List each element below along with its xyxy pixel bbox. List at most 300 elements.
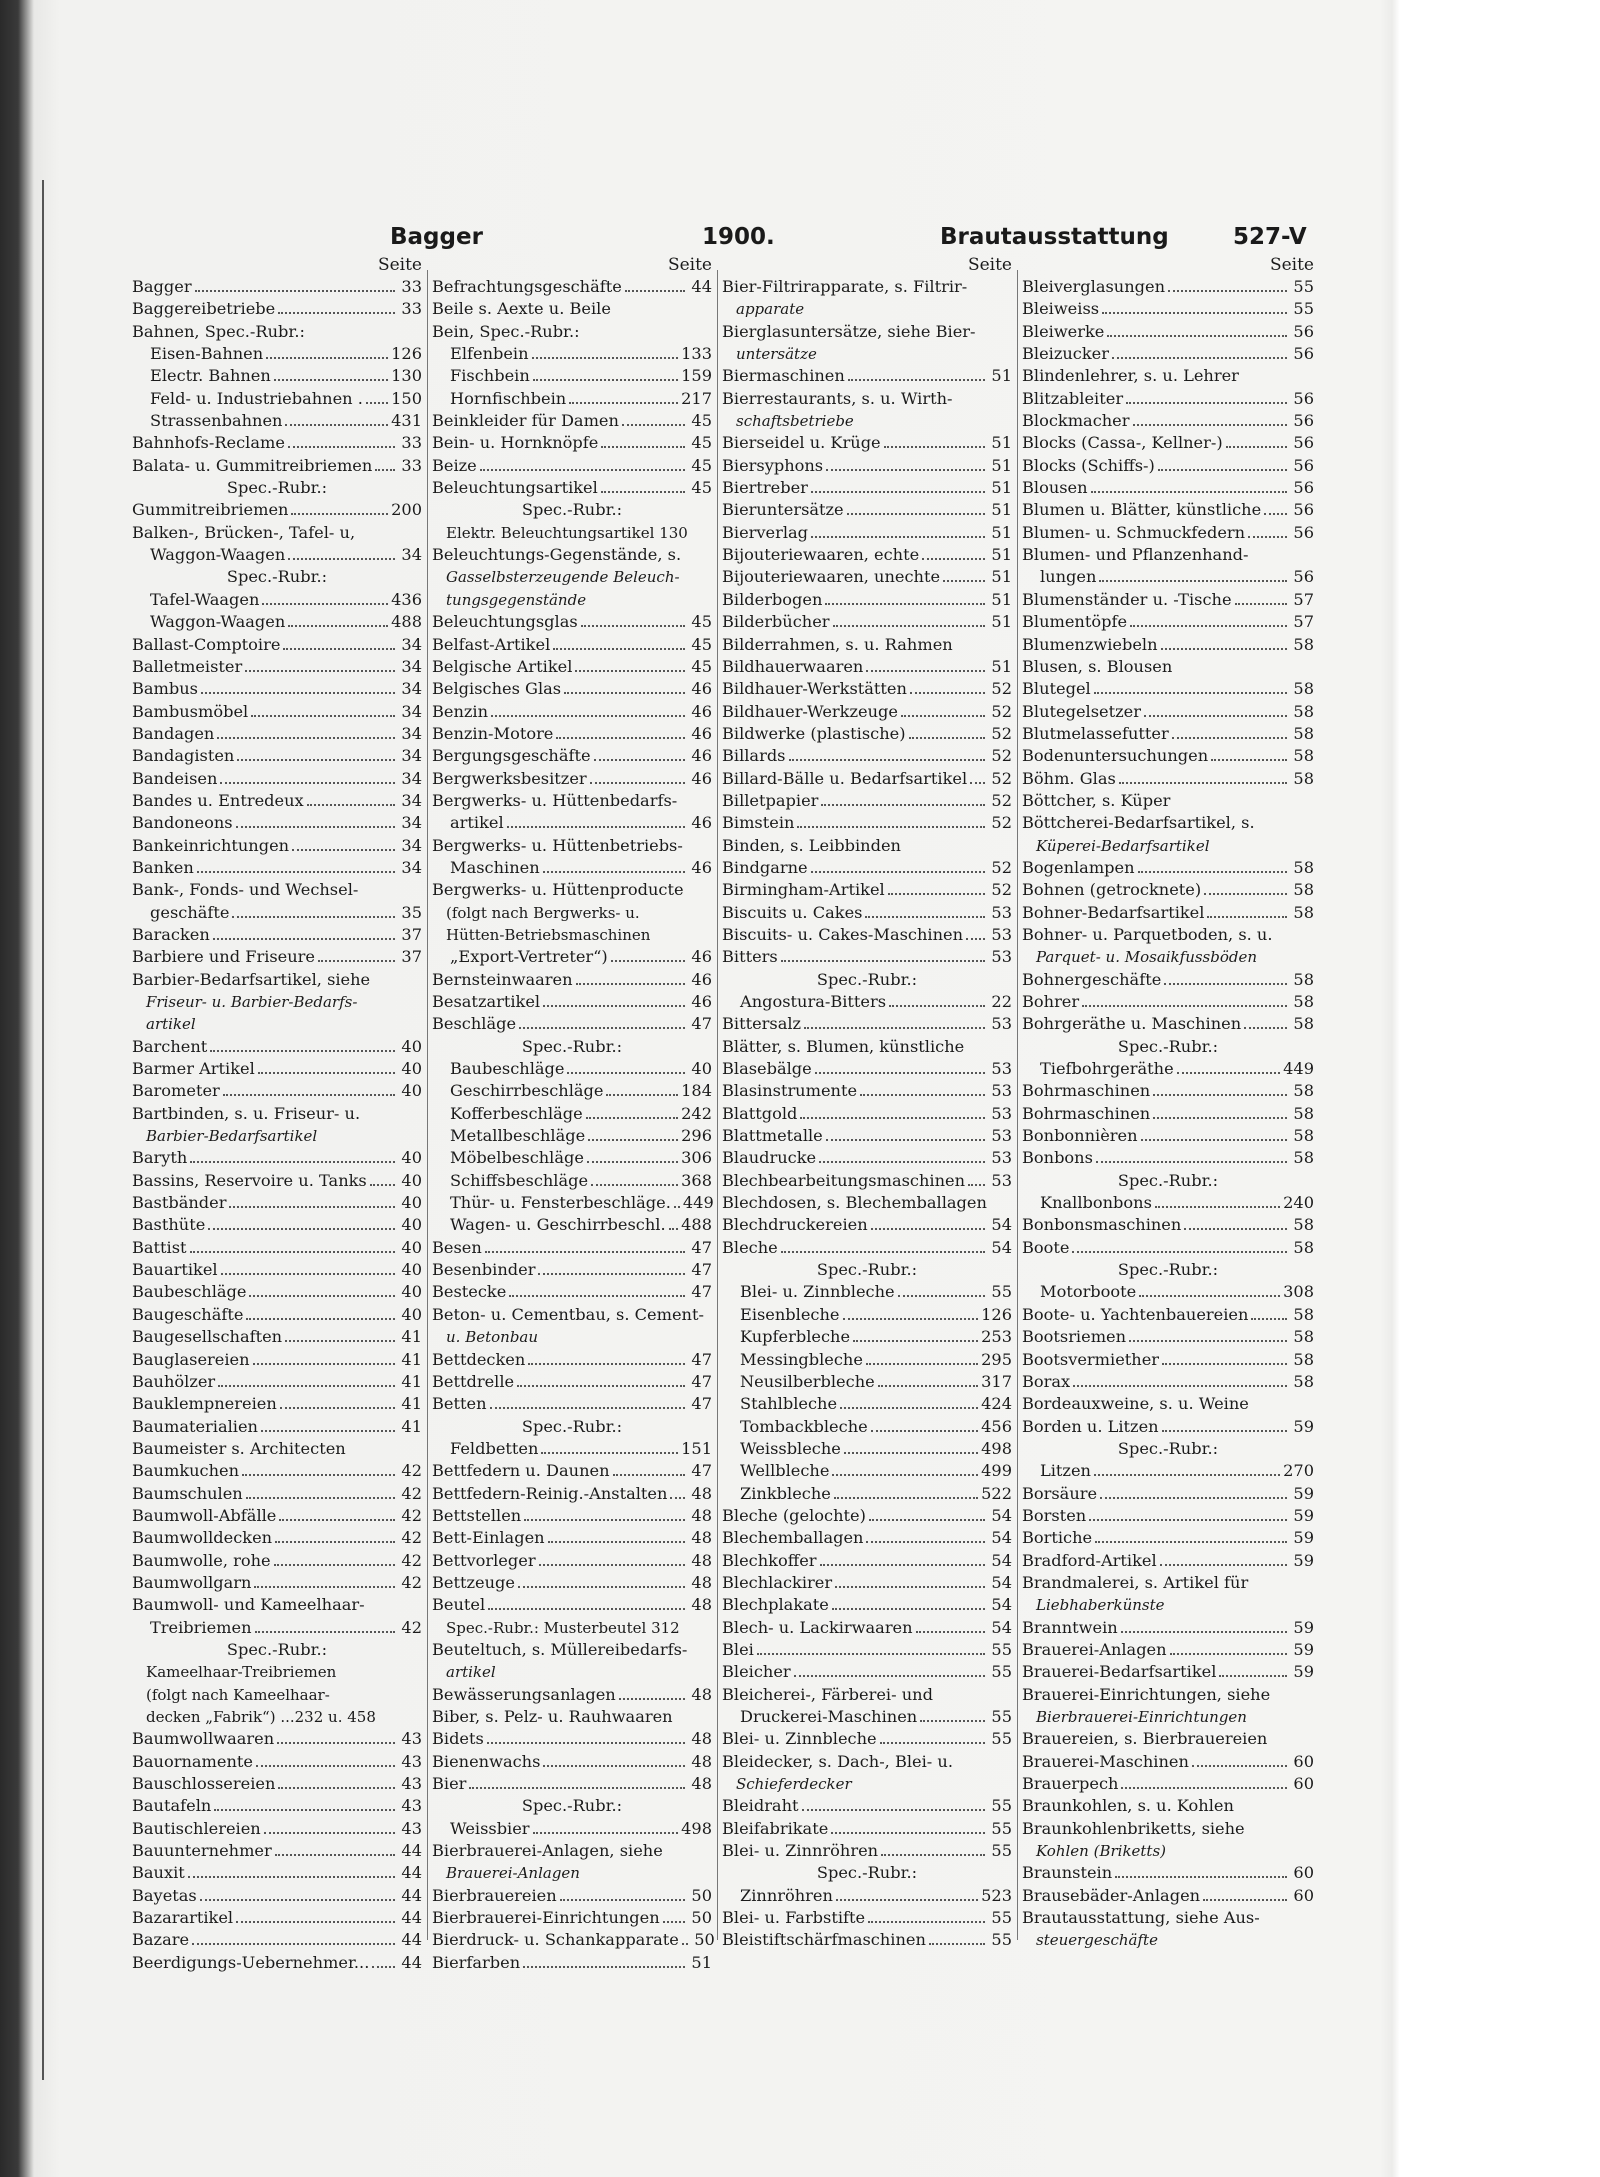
index-entry [722,1885,1012,1907]
index-entry [722,1058,1012,1080]
entry-page: 44 [401,1952,422,1972]
entry-page: 498 [981,1438,1012,1458]
index-entry [1022,1080,1314,1102]
entry-term: Baumwoll- und Kameelhaar- [132,1595,365,1615]
entry-term: Blutegel [1022,679,1091,699]
entry-term: Banken [132,857,194,877]
entry-page: 52 [991,701,1012,721]
leader-dots [1164,983,1287,985]
index-entry [722,432,1012,454]
leader-dots [781,960,985,962]
entry-term: Biscuits u. Cakes [722,902,863,922]
sub-rubric-heading: Spec.-Rubr.: [1117,1036,1219,1056]
leader-dots [190,1251,395,1253]
index-entry [132,1259,422,1281]
entry-page: 40 [401,1260,422,1280]
leader-dots [236,1921,395,1923]
entry-page: 34 [401,656,422,676]
index-entry [722,1371,1012,1393]
entry-page: 45 [691,656,712,676]
entry-page: 51 [991,500,1012,520]
entry-term: Blaudrucke [722,1148,817,1168]
entry-term: Böttcher, s. Küper [1022,790,1171,810]
entry-page: 34 [401,545,422,565]
entry-page: 56 [1293,567,1314,587]
entry-term: Bettvorleger [432,1550,536,1570]
index-entry [132,1505,422,1527]
entry-page: 55 [991,1662,1012,1682]
leader-dots [249,1295,395,1297]
entry-term: Tiefbohrgeräthe [1040,1059,1174,1079]
entry-page: 54 [991,1572,1012,1592]
entry-page: 58 [1293,1014,1314,1034]
entry-page: 55 [991,1908,1012,1928]
entry-page: 59 [1293,1416,1314,1436]
entry-page: 33 [401,433,422,453]
entry-page: 45 [691,455,712,475]
entry-term: Bittersalz [722,1014,802,1034]
index-entry [132,1214,422,1236]
entry-term: Böttcherei-Bedarfsartikel, s. [1022,813,1255,833]
entry-page: 47 [691,1237,712,1257]
index-entry [432,969,712,991]
index-entry-continuation: Barbier-Bedarfsartikel [146,1127,318,1146]
index-entry [132,276,422,298]
index-entry [132,1036,422,1058]
leader-dots [518,1586,685,1588]
entry-page: 59 [1293,1550,1314,1570]
entry-term: Bohrgeräthe u. Maschinen [1022,1014,1242,1034]
entry-page: 58 [1293,723,1314,743]
entry-term: Baumschulen [132,1483,243,1503]
leader-dots [372,1966,395,1968]
entry-term: Bestecke [432,1282,507,1302]
leader-dots [836,1899,978,1901]
entry-page: 52 [991,723,1012,743]
index-entry [1022,902,1314,924]
leader-dots [881,1854,985,1856]
entry-term: Blockmacher [1022,411,1130,431]
index-entry [722,812,1012,834]
leader-dots [871,1228,985,1230]
entry-term: Branntwein [1022,1617,1118,1637]
index-entry [132,879,422,901]
leader-dots [889,1005,985,1007]
entry-term: Bilderbogen [722,589,823,609]
entry-page: 44 [401,1908,422,1928]
entry-page: 54 [991,1215,1012,1235]
entry-term: Böhm. Glas [1022,768,1116,788]
entry-term: Bauhölzer [132,1371,216,1391]
entry-term: Waggon-Waagen [150,612,286,632]
entry-page: 46 [691,857,712,877]
entry-page: 54 [991,1528,1012,1548]
entry-page: 51 [991,589,1012,609]
entry-page: 56 [1293,455,1314,475]
entry-page: 48 [691,1684,712,1704]
entry-term: Bierbrauerei-Anlagen, siehe [432,1841,663,1861]
index-entry-continuation: Friseur- u. Barbier-Bedarfs- [146,993,358,1011]
entry-term: Blusen, s. Blousen [1022,656,1173,676]
index-entry [132,1572,422,1594]
index-entry-continuation: artikel [446,1663,496,1682]
index-entry [1022,924,1314,946]
entry-page: 56 [1293,478,1314,498]
leader-dots [258,1072,395,1074]
entry-page: 41 [401,1349,422,1369]
entry-term: Beschläge [432,1014,517,1034]
leader-dots [485,1251,685,1253]
leader-dots [1172,737,1287,739]
index-entry [432,1259,712,1281]
entry-term: Blocks (Schiffs-) [1022,455,1155,475]
entry-page: 47 [691,1371,712,1391]
leader-dots [888,893,985,895]
leader-dots [280,1407,395,1409]
index-entry [1022,321,1314,343]
index-entry [432,1907,712,1929]
index-entry [1022,1751,1314,1773]
entry-term: Bierrestaurants, s. u. Wirth- [722,388,953,408]
entry-term: Baumwolle, rohe [132,1550,271,1570]
leader-dots [560,1899,685,1901]
leader-dots [1112,357,1287,359]
leader-dots [968,1184,985,1186]
entry-term: Bazarartikel [132,1908,234,1928]
entry-term: Bonbonsmaschinen [1022,1215,1182,1235]
index-entry [432,1147,712,1169]
entry-page: 522 [981,1483,1012,1503]
entry-term: Ballast-Comptoire [132,634,281,654]
entry-page: 41 [401,1394,422,1414]
sub-rubric-heading: Spec.-Rubr.: [521,1796,623,1816]
index-entry [1022,589,1314,611]
entry-term: Bier [432,1774,467,1794]
leader-dots [820,1564,985,1566]
index-entry [722,321,1012,343]
index-entry [722,1304,1012,1326]
leader-dots [901,715,985,717]
index-entry [1022,1125,1314,1147]
entry-term: Basthüte [132,1215,206,1235]
index-entry [432,365,712,387]
index-entry [132,835,422,857]
leader-dots [1072,1251,1287,1253]
entry-term: Bahnhofs-Reclame [132,433,285,453]
index-entry [432,701,712,723]
entry-term: Fischbein [450,366,530,386]
leader-dots [1107,335,1287,337]
index-entry [1022,1460,1314,1482]
leader-dots [834,1497,978,1499]
entry-page: 58 [1293,1081,1314,1101]
entry-page: 55 [991,1282,1012,1302]
entry-page: 34 [401,790,422,810]
entry-page: 57 [1293,589,1314,609]
entry-page: 58 [1293,857,1314,877]
leader-dots [488,1608,685,1610]
index-entry [722,1483,1012,1505]
entry-term: Bandagisten [132,746,235,766]
leader-dots [208,1228,395,1230]
entry-term: Beton- u. Cementbau, s. Cement- [432,1304,704,1324]
leader-dots [591,1184,678,1186]
leader-dots [274,379,388,381]
entry-term: Bidets [432,1729,484,1749]
leader-dots [909,737,985,739]
entry-page: 59 [1293,1617,1314,1637]
leader-dots [869,1519,985,1521]
index-entry [722,1214,1012,1236]
leader-dots [556,737,685,739]
leader-dots [871,1430,978,1432]
leader-dots [819,1161,985,1163]
leader-dots [581,625,685,627]
index-entry [722,1907,1012,1929]
leader-dots [811,536,985,538]
entry-term: Baubeschläge [450,1059,565,1079]
entry-page: 48 [691,1751,712,1771]
entry-term: Blechkoffer [722,1550,817,1570]
leader-dots [916,1631,985,1633]
entry-page: 35 [401,902,422,922]
index-entry [1022,1885,1314,1907]
leader-dots [1126,402,1287,404]
index-entry [432,1572,712,1594]
index-entry [132,1840,422,1862]
entry-term: Bonbonnièren [1022,1126,1138,1146]
entry-term: Beize [432,455,477,475]
leader-dots [835,1586,985,1588]
index-entry [132,1438,422,1460]
index-entry [1022,1773,1314,1795]
index-entry [432,1237,712,1259]
index-entry [722,1795,1012,1817]
entry-page: 46 [691,768,712,788]
entry-term: Bogenlampen [1022,857,1135,877]
leader-dots [613,1474,685,1476]
entry-term: Bierglasuntersätze, siehe Bier- [722,321,976,341]
entry-page: 56 [1293,344,1314,364]
entry-term: Beutel [432,1595,486,1615]
entry-page: 34 [401,768,422,788]
entry-page: 47 [691,1349,712,1369]
entry-page: 58 [1293,634,1314,654]
entry-term: Geschirrbeschläge [450,1081,604,1101]
index-entry [1022,1550,1314,1572]
leader-dots [1168,290,1287,292]
entry-term: Feld- u. Industriebahnen . [150,388,363,408]
leader-dots [1095,1541,1287,1543]
entry-page: 46 [691,746,712,766]
sub-rubric-heading: Spec.-Rubr.: [816,1260,918,1280]
entry-term: Blei- u. Zinnbleche [740,1282,895,1302]
leader-dots [210,1050,395,1052]
entry-term: Bleistiftschärfmaschinen [722,1930,926,1950]
column-divider [717,270,718,1940]
index-entry [132,1304,422,1326]
index-entry [132,1058,422,1080]
leader-dots [480,469,685,471]
entry-term: Baumwoll-Abfälle [132,1505,277,1525]
leader-dots [519,1027,685,1029]
index-entry [432,1438,712,1460]
entry-page: 53 [991,1081,1012,1101]
leader-dots [1119,782,1287,784]
leader-dots [1115,1876,1287,1878]
index-entry [432,1773,712,1795]
entry-term: Bett-Einlagen [432,1528,545,1548]
index-entry [722,1684,1012,1706]
entry-term: Bauglasereien [132,1349,250,1369]
entry-page: 50 [691,1885,712,1905]
leader-dots [847,513,985,515]
index-entry [432,298,712,320]
index-entry [132,1416,422,1438]
header-page-number: 527-V [1233,224,1307,250]
entry-term: Bandeisen [132,768,218,788]
leader-dots [220,782,395,784]
entry-page: 58 [1293,969,1314,989]
index-entry [1022,1371,1314,1393]
entry-term: Beleuchtungsartikel [432,478,598,498]
index-entry [722,1706,1012,1728]
entry-term: Beleuchtungsglas [432,612,578,632]
entry-term: Biersyphons [722,455,824,475]
entry-page: 44 [401,1841,422,1861]
entry-term: Bleidraht [722,1796,799,1816]
index-entry [722,790,1012,812]
index-entry [722,835,1012,857]
entry-term: Bilderbücher [722,612,830,632]
sub-rubric-heading: Spec.-Rubr.: [816,969,918,989]
entry-term: Bierbrauereien [432,1885,557,1905]
entry-term: Barbiere und Friseure [132,947,316,967]
leader-dots [278,312,395,314]
entry-term: Balata- u. Gummitreibriemen [132,455,373,475]
leader-dots [865,916,985,918]
entry-page: 48 [691,1595,712,1615]
entry-page: 51 [991,656,1012,676]
index-entry [432,678,712,700]
entry-term: Bodenuntersuchungen [1022,746,1209,766]
index-entry [132,1885,422,1907]
index-entry [1022,1281,1314,1303]
leader-dots [832,1474,978,1476]
entry-page: 52 [991,790,1012,810]
entry-term: Bier-Filtrirapparate, s. Filtrir- [722,277,968,296]
entry-page: 55 [991,1818,1012,1838]
index-entry [1022,276,1314,298]
leader-dots [201,692,395,694]
entry-page: 308 [1283,1282,1314,1302]
index-entry [722,1237,1012,1259]
leader-dots [256,1765,395,1767]
index-entry-continuation: tungsgegenstände [446,590,587,609]
leader-dots [307,804,395,806]
leader-dots [1073,1385,1287,1387]
index-entry [132,544,422,566]
entry-term: Schiffsbeschläge [450,1170,589,1190]
leader-dots [833,625,985,627]
leader-dots [237,759,395,761]
entry-term: Bierbrauerei-Einrichtungen [432,1908,660,1928]
index-entry [722,723,1012,745]
index-entry [1022,1393,1314,1415]
leader-dots [1235,603,1287,605]
index-entry [432,1706,712,1728]
entry-term: Blutmelassefutter [1022,723,1169,743]
index-entry [432,388,712,410]
index-column-2 [432,254,715,1974]
entry-term: Bijouteriewaaren, unechte [722,567,941,587]
entry-page: 46 [691,723,712,743]
leader-dots [1141,1139,1287,1141]
index-entry [132,1550,422,1572]
entry-page: 48 [691,1774,712,1794]
entry-page: 58 [1293,701,1314,721]
entry-term: Feldbetten [450,1438,539,1458]
entry-term: Bohnen (getrocknete) [1022,880,1202,900]
leader-dots [611,960,685,962]
leader-dots [543,1765,685,1767]
index-entry [1022,388,1314,410]
entry-term: Angostura-Bitters [740,992,887,1011]
index-entry-continuation: apparate [736,300,805,319]
entry-term: Stahlbleche [740,1394,838,1414]
entry-page: 48 [691,1483,712,1503]
entry-term: Blitzableiter [1022,388,1124,408]
index-entry [722,1728,1012,1750]
index-entry [722,1349,1012,1371]
entry-term: Baumwollgarn [132,1572,252,1592]
entry-term: Eisenbleche [740,1304,840,1324]
index-entry [132,656,422,678]
index-entry [432,1013,712,1035]
index-entry [722,1929,1012,1951]
index-entry [722,768,1012,790]
leader-dots [1158,469,1287,471]
leader-dots [1144,715,1287,717]
entry-term: Bienenwachs [432,1751,541,1771]
index-entry [1022,857,1314,879]
index-entry [722,499,1012,521]
index-entry [1022,1795,1314,1817]
entry-page: 53 [991,1148,1012,1168]
entry-term: Tombackbleche [740,1416,868,1436]
index-entry [1022,634,1314,656]
entry-term: Baracken [132,924,210,944]
entry-term: Blumenständer u. -Tische [1022,589,1232,609]
entry-page: 34 [401,701,422,721]
entry-term: Bein, Spec.-Rubr.: [432,321,580,341]
column-divider [1017,270,1018,1940]
entry-term: Blumentöpfe [1022,612,1128,632]
entry-term: Borax [1022,1371,1071,1391]
leader-dots [490,1407,686,1409]
entry-page: 55 [991,1930,1012,1950]
entry-term: Blumenzwiebeln [1022,634,1158,654]
entry-page: 151 [681,1438,712,1458]
index-entry [1022,432,1314,454]
entry-page: 59 [1293,1639,1314,1659]
entry-term: Blechlackirer [722,1572,833,1592]
leader-dots [285,424,388,426]
entry-term: Boote- u. Yachtenbauereien [1022,1304,1249,1324]
entry-page: 48 [691,1572,712,1592]
entry-page: 58 [1293,992,1314,1011]
entry-term: Electr. Bahnen [150,366,271,386]
